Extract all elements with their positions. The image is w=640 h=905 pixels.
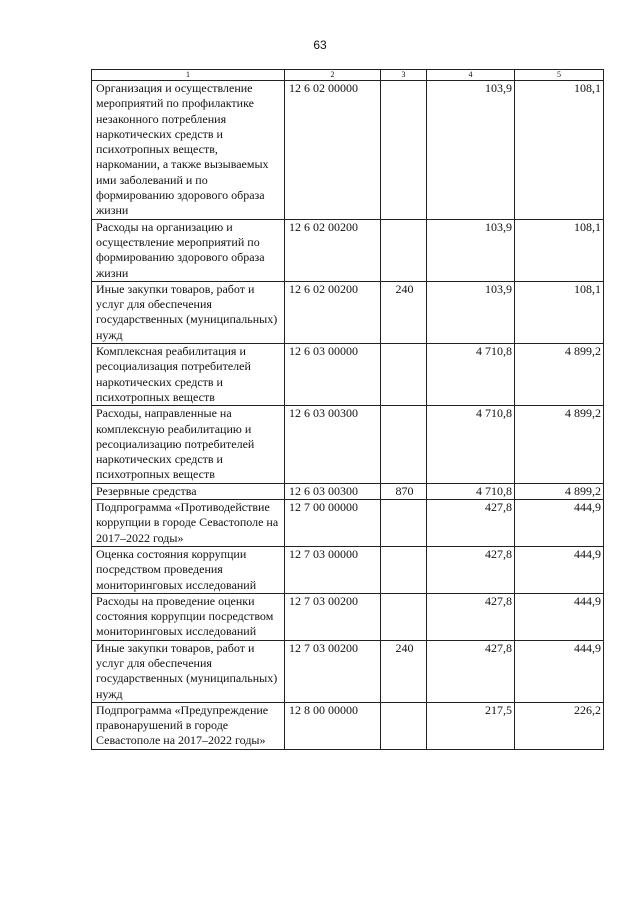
row-name: Организация и осуществление мероприятий по профилактике незаконного потребления наркотических средств и психотропных веществ, наркомании, а также вызываемых ими заболеваний и по формированию здорового образа жизни [92, 81, 285, 220]
row-value-2: 4 899,2 [515, 344, 604, 406]
table-row [92, 406, 604, 483]
table-row [92, 81, 604, 220]
row-value-1: 103,9 [427, 81, 515, 220]
row-name: Иные закупки товаров, работ и услуг для обеспечения государственных (муниципальных) нужд [92, 281, 285, 343]
row-name: Комплексная реабилитация и ресоциализация потребителей наркотических средств и психотропных веществ [92, 344, 285, 406]
table-row [92, 593, 604, 640]
row-value-1: 427,8 [427, 640, 515, 702]
table-row [92, 702, 604, 749]
row-name: Расходы на организацию и осуществление мероприятий по формированию здорового образа жизни [92, 219, 285, 281]
row-kind [381, 546, 427, 593]
row-code: 12 6 02 00200 [285, 281, 381, 343]
table-row [92, 281, 604, 343]
table-row [92, 483, 604, 499]
row-name: Резервные средства [92, 483, 285, 499]
row-value-2: 444,9 [515, 593, 604, 640]
row-value-1: 427,8 [427, 500, 515, 547]
row-kind [381, 593, 427, 640]
row-name: Подпрограмма «Предупреждение правонарушений в городе Севастополе на 2017–2022 годы» [92, 702, 285, 749]
row-code: 12 7 00 00000 [285, 500, 381, 547]
row-value-1: 103,9 [427, 219, 515, 281]
row-value-1: 427,8 [427, 593, 515, 640]
row-code: 12 6 03 00300 [285, 483, 381, 499]
row-kind: 240 [381, 640, 427, 702]
row-value-2: 444,9 [515, 640, 604, 702]
row-value-1: 427,8 [427, 546, 515, 593]
table-row [92, 344, 604, 406]
row-kind [381, 500, 427, 547]
row-code: 12 7 03 00200 [285, 640, 381, 702]
row-kind [381, 219, 427, 281]
row-value-1: 103,9 [427, 281, 515, 343]
row-kind [381, 702, 427, 749]
table-row [92, 219, 604, 281]
row-value-2: 226,2 [515, 702, 604, 749]
row-code: 12 6 03 00300 [285, 406, 381, 483]
row-value-2: 108,1 [515, 219, 604, 281]
row-value-2: 444,9 [515, 500, 604, 547]
row-code: 12 6 02 00200 [285, 219, 381, 281]
row-name: Расходы, направленные на комплексную реабилитацию и ресоциализацию потребителей наркотических средств и психотропных веществ [92, 406, 285, 483]
column-header-3: 3 [381, 70, 427, 81]
budget-table [91, 69, 604, 750]
table-body [92, 81, 604, 750]
column-header-1: 1 [92, 70, 285, 81]
row-value-1: 217,5 [427, 702, 515, 749]
table-row [92, 546, 604, 593]
row-name: Расходы на проведение оценки состояния коррупции посредством мониторинговых исследований [92, 593, 285, 640]
row-code: 12 6 03 00000 [285, 344, 381, 406]
row-value-2: 108,1 [515, 281, 604, 343]
column-number-row [92, 70, 604, 81]
row-kind [381, 406, 427, 483]
row-value-2: 4 899,2 [515, 406, 604, 483]
row-kind: 240 [381, 281, 427, 343]
column-header-4: 4 [427, 70, 515, 81]
page-number: 63 [313, 38, 327, 52]
row-code: 12 6 02 00000 [285, 81, 381, 220]
row-kind [381, 81, 427, 220]
row-kind: 870 [381, 483, 427, 499]
row-name: Оценка состояния коррупции посредством проведения мониторинговых исследований [92, 546, 285, 593]
row-code: 12 7 03 00200 [285, 593, 381, 640]
row-code: 12 8 00 00000 [285, 702, 381, 749]
column-header-2: 2 [285, 70, 381, 81]
row-name: Подпрограмма «Противодействие коррупции в городе Севастополе на 2017–2022 годы» [92, 500, 285, 547]
row-value-1: 4 710,8 [427, 406, 515, 483]
row-name: Иные закупки товаров, работ и услуг для обеспечения государственных (муниципальных) нужд [92, 640, 285, 702]
column-header-5: 5 [515, 70, 604, 81]
row-value-1: 4 710,8 [427, 483, 515, 499]
row-value-2: 444,9 [515, 546, 604, 593]
row-value-2: 108,1 [515, 81, 604, 220]
table-row [92, 500, 604, 547]
row-value-2: 4 899,2 [515, 483, 604, 499]
row-value-1: 4 710,8 [427, 344, 515, 406]
table-row [92, 640, 604, 702]
row-code: 12 7 03 00000 [285, 546, 381, 593]
row-kind [381, 344, 427, 406]
